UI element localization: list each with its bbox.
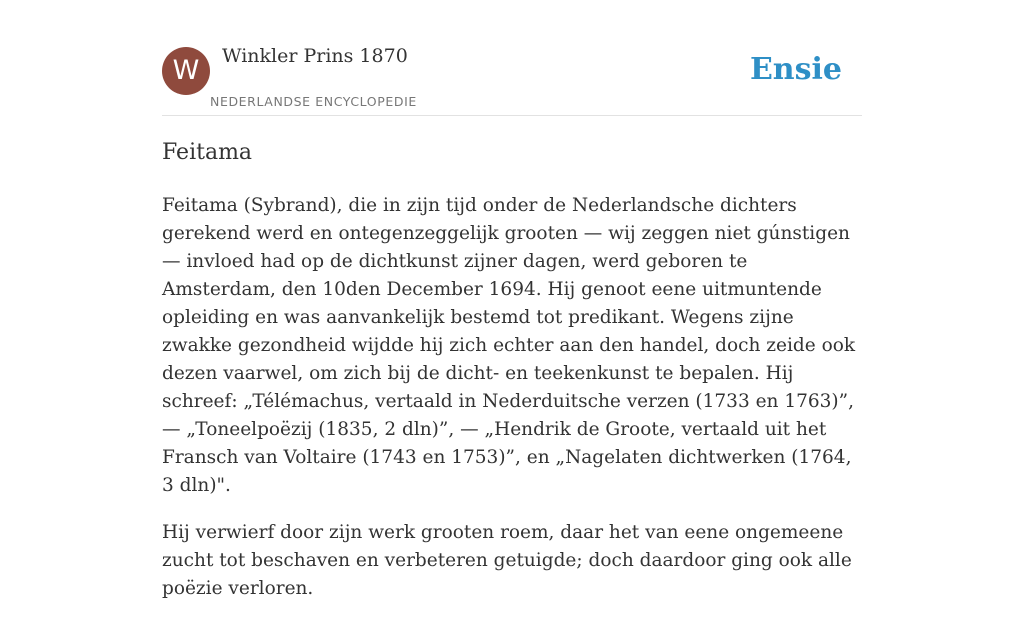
header [162, 0, 862, 116]
source-subtitle: NEDERLANDSE ENCYCLOPEDIE [210, 94, 417, 109]
entry-paragraph: Feitama (Sybrand), die in zijn tijd onder de Nederlandsche dichters gerekend werd en ontegenzeggelijk grooten — wij zeggen niet gúnstigen — invloed had op de dichtkunst zijner dagen, werd geboren te Amsterdam, den 10den December 1694. Hij genoot eene uitmuntende opleiding en was aanvankelijk bestemd tot predikant. Wegens zijne zwakke gezondheid wijdde hij zich echter aan den handel, doch zeide ook dezen vaarwel, om zich bij de dicht- en teekenkunst te bepalen. Hij schreef: „Télémachus, vertaald in Nederduitsche verzen (1733 en 1763)”, — „Toneelpoëzij (1835, 2 dln)”, — „Hendrik de Groote, vertaald uit het Fransch van Voltaire (1743 en 1753)”, en „Nagelaten dichtwerken (1764, 3 dln)". [162, 195, 856, 496]
source-avatar[interactable]: W [162, 47, 210, 95]
entry-body [162, 192, 862, 622]
ensie-logo-link[interactable]: Ensie [749, 52, 842, 87]
entry-title: Feitama [162, 140, 253, 165]
source-title[interactable]: Winkler Prins 1870 [222, 45, 408, 67]
page [162, 0, 862, 599]
entry-paragraph: Hij verwierf door zijn werk grooten roem, daar het van eene ongemeene zucht tot beschaven en verbeteren getuigde; doch daardoor ging ook alle poëzie verloren. [162, 522, 852, 599]
